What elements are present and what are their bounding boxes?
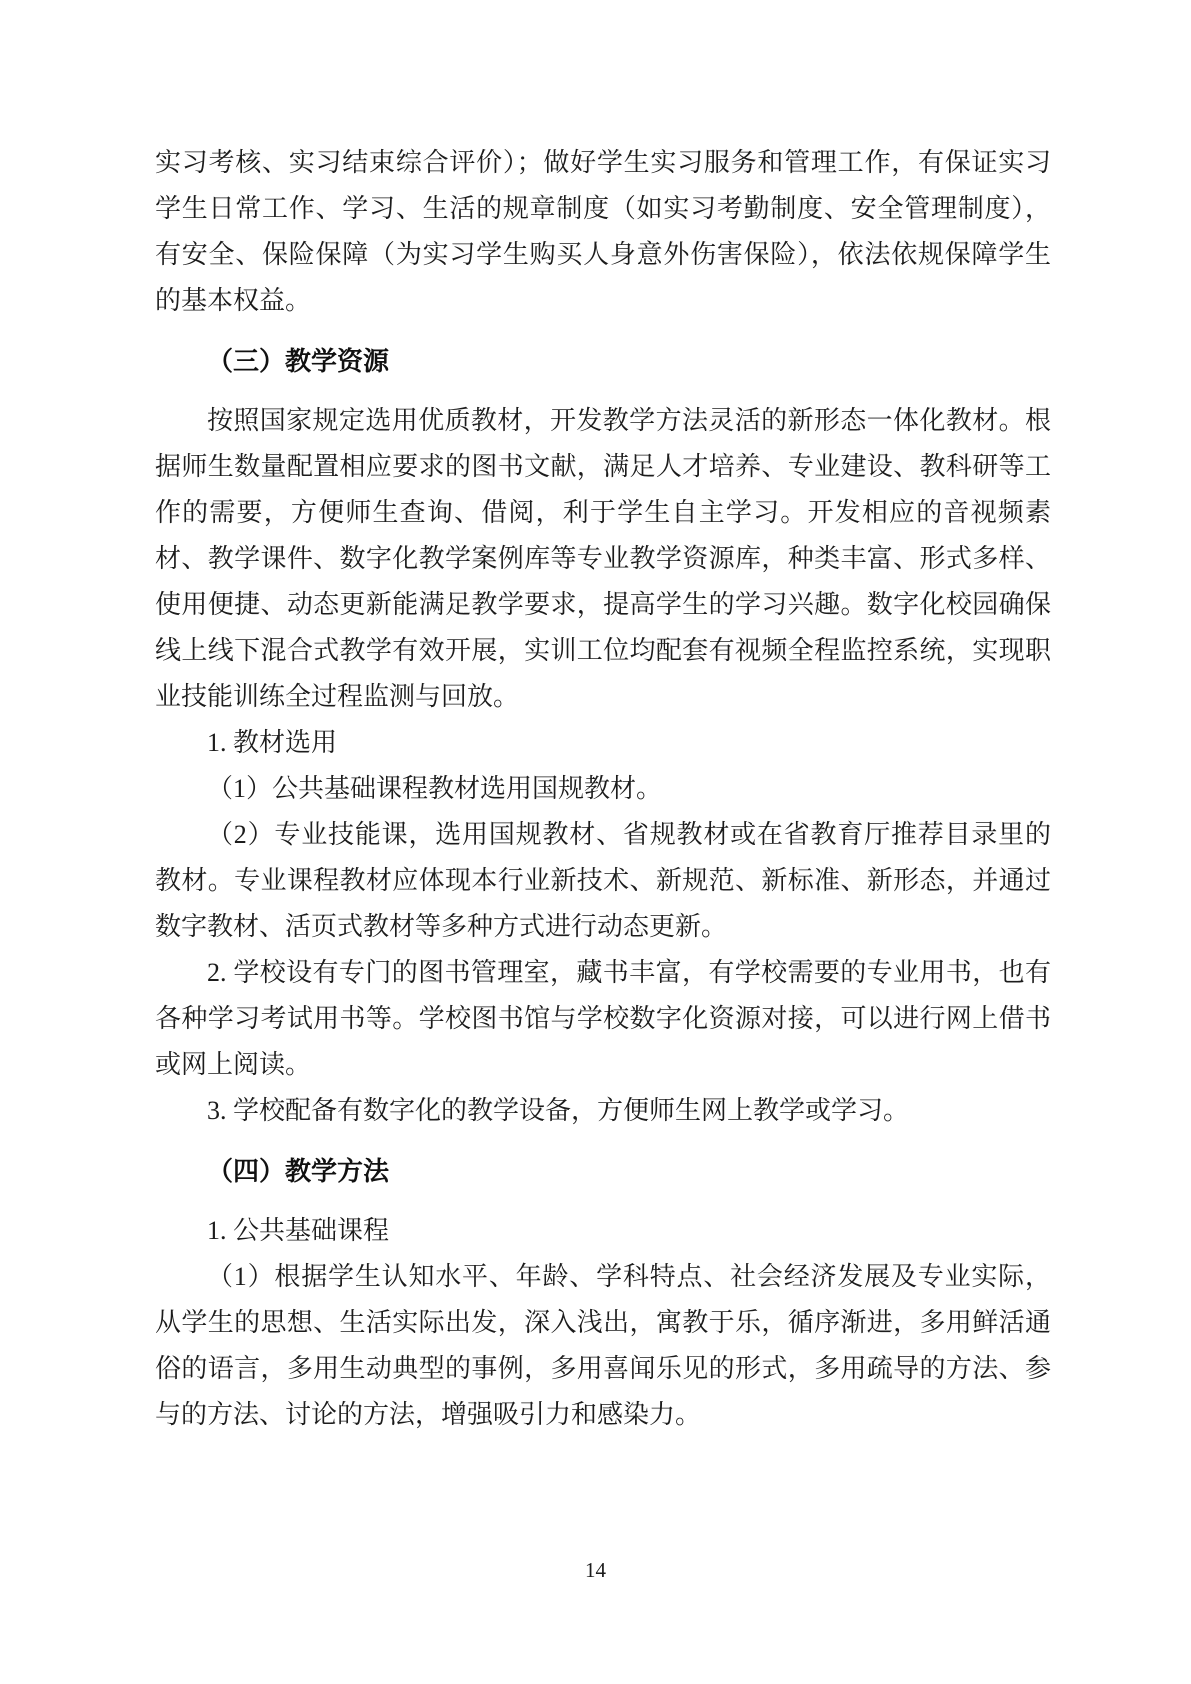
paragraph: 1. 公共基础课程 (207, 1216, 390, 1245)
paragraph: 1. 教材选用 (207, 728, 338, 757)
paragraph: （2）专业技能课，选用国规教材、省规教材或在省教育厅推荐目录里的教材。专业课程教材应体现本行业新技术、新规范、新标准、新形态，并通过数字教材、活页式教材等多种方式进行动态更新。 (155, 820, 1051, 941)
paragraph: 2. 学校设有专门的图书管理室，藏书丰富，有学校需要的专业用书，也有各种学习考试用书等。学校图书馆与学校数字化资源对接，可以进行网上借书或网上阅读。 (155, 958, 1051, 1079)
paragraph: （1）根据学生认知水平、年龄、学科特点、社会经济发展及专业实际，从学生的思想、生活实际出发，深入浅出，寓教于乐，循序渐进，多用鲜活通俗的语言，多用生动典型的事例，多用喜闻乐见的形式，多用疏导的方法、参与的方法、讨论的方法，增强吸引力和感染力。 (155, 1262, 1051, 1429)
page-number: 14 (585, 1558, 606, 1582)
page-footer (0, 1558, 1191, 1583)
document-body (155, 140, 1051, 1438)
section-heading: （四）教学方法 (207, 1156, 390, 1186)
paragraph: 实习考核、实习结束综合评价）；做好学生实习服务和管理工作，有保证实习学生日常工作、学习、生活的规章制度（如实习考勤制度、安全管理制度），有安全、保险保障（为实习学生购买人身意外伤害保险），依法依规保障学生的基本权益。 (155, 148, 1051, 315)
paragraph: （1）公共基础课程教材选用国规教材。 (207, 774, 663, 803)
paragraph: 按照国家规定选用优质教材，开发教学方法灵活的新形态一体化教材。根据师生数量配置相应要求的图书文献，满足人才培养、专业建设、教科研等工作的需要，方便师生查询、借阅，利于学生自主学习。开发相应的音视频素材、教学课件、数字化教学案例库等专业教学资源库，种类丰富、形式多样、使用便捷、动态更新能满足教学要求，提高学生的学习兴趣。数字化校园确保线上线下混合式教学有效开展，实训工位均配套有视频全程监控系统，实现职业技能训练全过程监测与回放。 (155, 406, 1051, 711)
section-heading: （三）教学资源 (207, 346, 390, 376)
paragraph: 3. 学校配备有数字化的教学设备，方便师生网上教学或学习。 (207, 1096, 910, 1125)
